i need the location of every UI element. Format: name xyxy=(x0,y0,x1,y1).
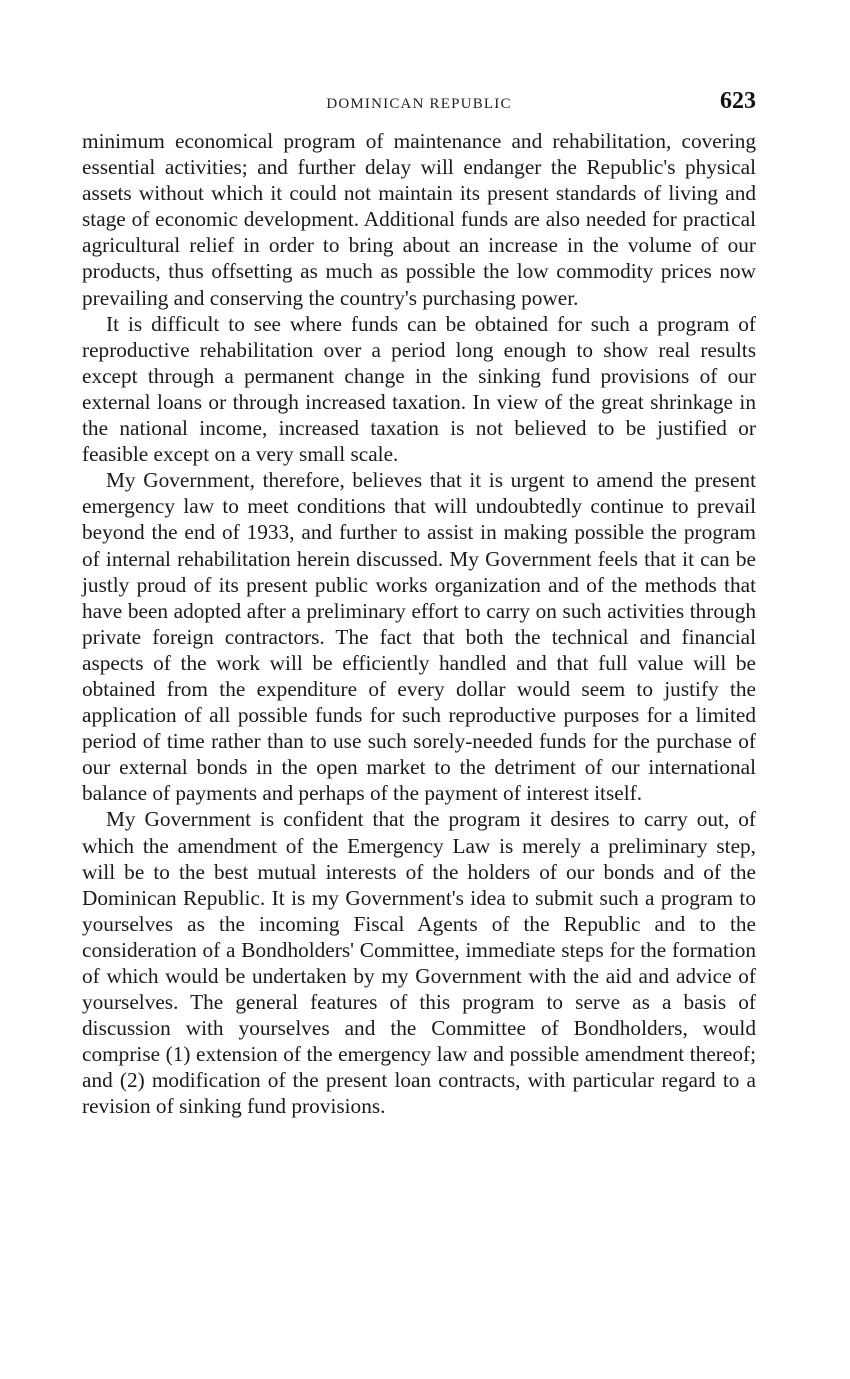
paragraph-funds-difficulty: It is difficult to see where funds can be obtained for such a program of reproductive rehabilitation over a period long enough to show real results except through a permanent change in the sinking fund provisions of our external loans or through increased taxation. In view of the great shrinkage in the national income, increased taxation is not believed to be justified or feasible except on a very small scale. xyxy=(82,311,756,467)
paragraph-continued: minimum economical program of maintenance and rehabilitation, covering essential activities; and further delay will endanger the Republic's physical assets without which it could not maintain its present standards of living and stage of economic development. Additional funds are also needed for practical agricultural relief in order to bring about an increase in the volume of our products, thus offsetting as much as possible the low commodity prices now prevailing and conserving the country's purchasing power. xyxy=(82,129,756,310)
document-page xyxy=(82,88,756,1120)
paragraph-program-proposal: My Government is confident that the program it desires to carry out, of which the amendment of the Emergency Law is merely a preliminary step, will be to the best mutual interests of the holders of our bonds and of the Dominican Republic. It is my Government's idea to submit such a program to yourselves as the incoming Fiscal Agents of the Republic and to the consideration of a Bondholders' Committee, immediate steps for the formation of which would be undertaken by my Government with the aid and advice of yourselves. The general features of this program to serve as a basis of discussion with yourselves and the Committee of Bondholders, would comprise (1) extension of the emergency law and possible amendment thereof; and (2) modification of the present loan contracts, with particular regard to a revision of sinking fund provisions. xyxy=(82,807,756,1119)
paragraph-amend-emergency-law: My Government, therefore, believes that it is urgent to amend the present emergency law to meet conditions that will undoubtedly continue to prevail beyond the end of 1933, and further to assist in making possible the program of internal rehabilitation herein discussed. My Government feels that it can be justly proud of its present public works organization and of the methods that have been adopted after a preliminary effort to carry on such activities through private foreign contractors. The fact that both the technical and financial aspects of the work will be efficiently handled and that full value will be obtained from the expenditure of every dollar would seem to justify the application of all possible funds for such reproductive purposes for a limited period of time rather than to use such sorely-needed funds for the purchase of our external bonds in the open market to the detriment of our international balance of payments and perhaps of the payment of interest itself. xyxy=(82,468,756,806)
body-text xyxy=(82,128,756,1120)
page-header xyxy=(82,88,756,128)
running-head: DOMINICAN REPUBLIC xyxy=(326,96,512,112)
page-number: 623 xyxy=(720,88,756,114)
